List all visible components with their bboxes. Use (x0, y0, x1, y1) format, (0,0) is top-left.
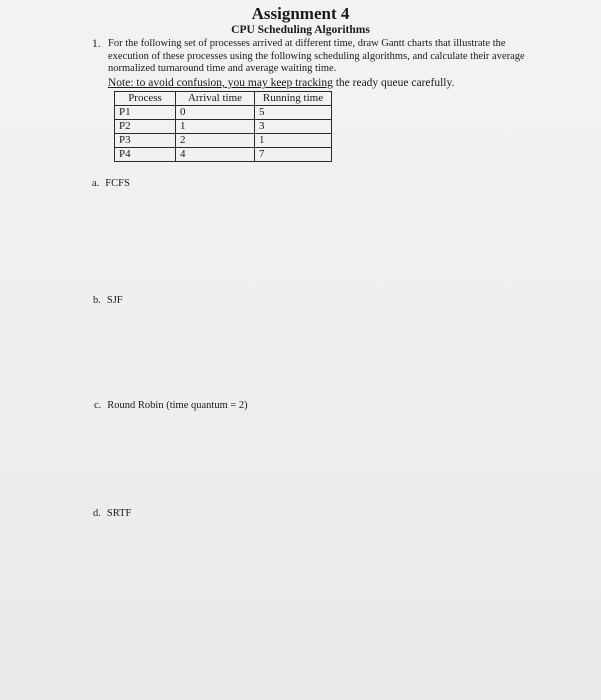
table-header-arrival: Arrival time (176, 92, 255, 106)
table-cell-process: P4 (115, 148, 176, 162)
table-cell-process: P3 (115, 134, 176, 148)
table-row (115, 120, 332, 134)
table-cell-arrival: 4 (176, 148, 255, 162)
part-b (93, 295, 123, 306)
table-header-row (115, 92, 332, 106)
table-cell-arrival: 2 (176, 134, 255, 148)
table-cell-running: 3 (255, 120, 332, 134)
table-cell-arrival: 0 (176, 106, 255, 120)
table-cell-running: 1 (255, 134, 332, 148)
table-row (115, 134, 332, 148)
table-cell-running: 5 (255, 106, 332, 120)
part-c (94, 400, 248, 411)
part-d-letter: d. (93, 508, 101, 519)
document-title: Assignment 4 (251, 4, 350, 23)
part-a-letter: a. (92, 178, 100, 189)
question-note (108, 77, 454, 89)
part-a-label: FCFS (105, 178, 130, 189)
table-cell-running: 7 (255, 148, 332, 162)
part-c-label: Round Robin (time quantum = 2) (107, 400, 248, 411)
table-row (115, 148, 332, 162)
process-table (114, 91, 332, 162)
table-cell-arrival: 1 (176, 120, 255, 134)
table-header-process: Process (115, 92, 176, 106)
table-cell-process: P2 (115, 120, 176, 134)
part-b-label: SJF (106, 295, 123, 306)
question-text: For the following set of processes arrived at different time, draw Gantt charts that illustrate the execution of these processes using the following scheduling algorithms, and calculate their average normalized turnaround time and average waiting time. (108, 38, 525, 74)
table-header-running: Running time (255, 92, 332, 106)
part-d-label: SRTF (106, 508, 132, 519)
question-number: 1. (92, 38, 101, 50)
note-rest-text: the ready queue carefully. (332, 77, 455, 89)
document-subtitle: CPU Scheduling Algorithms (231, 24, 370, 36)
part-b-letter: b. (93, 295, 101, 306)
note-underlined-text: Note: to avoid confusion, you may keep tracking (108, 77, 333, 89)
part-d (93, 508, 131, 519)
part-a (92, 178, 130, 189)
table-row (115, 106, 332, 120)
table-cell-process: P1 (115, 106, 176, 120)
part-c-letter: c. (94, 400, 102, 411)
